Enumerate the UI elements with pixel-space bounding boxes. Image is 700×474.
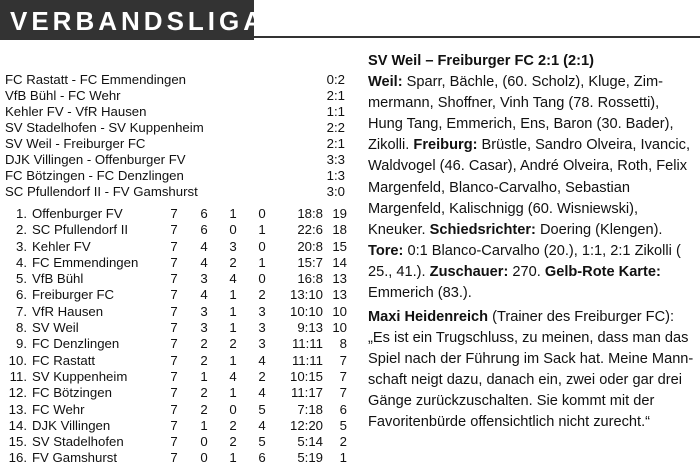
standing-won: 6 xyxy=(200,206,208,221)
standing-points: 19 xyxy=(332,206,347,221)
standing-won: 2 xyxy=(200,385,208,401)
standing-goals: 13:10 xyxy=(289,287,323,303)
standings-table xyxy=(5,206,347,467)
goals-text: 0:1 Blanco-Carvalho (20.), 1:1, 2:1 Zikolli ( 25., 41.). xyxy=(368,242,681,280)
standing-rank: 13. xyxy=(8,401,27,417)
quote-text: (Trainer des Freiburger FC): „Es ist ein Trugschluss, zu meinen, dass man das Spiel nach der Führung im Sack hat. Meine Mannschaft neigt dazu, danach ein, zwei oder gar drei Gänge zurückzuschalten. Sie kommt mit der Favoritenbürde offensichtlich nicht zurecht.“ xyxy=(368,309,694,431)
standing-lost: 3 xyxy=(258,320,266,336)
standing-rank: 9. xyxy=(16,336,27,352)
standing-points: 6 xyxy=(339,401,347,417)
standing-rank: 3. xyxy=(16,238,27,254)
result-match: SC Pfullendorf II - FV Gamshurst xyxy=(5,184,198,199)
table-row xyxy=(5,320,347,336)
standing-goals: 5:19 xyxy=(297,450,323,466)
standing-rank: 6. xyxy=(16,287,27,303)
standing-points: 13 xyxy=(332,271,347,287)
standing-drawn: 2 xyxy=(229,254,237,270)
table-row xyxy=(5,385,347,401)
standing-games: 7 xyxy=(170,417,178,433)
result-score: 2:1 xyxy=(326,136,345,151)
result-row xyxy=(5,88,347,104)
standing-rank: 14. xyxy=(8,417,27,433)
result-match: SV Stadelhofen - SV Kuppenheim xyxy=(5,120,204,135)
standing-goals: 10:10 xyxy=(289,303,323,319)
standing-games: 7 xyxy=(170,320,178,336)
standing-points: 14 xyxy=(332,254,347,270)
standing-lost: 5 xyxy=(258,401,266,417)
standing-drawn: 4 xyxy=(229,271,237,287)
standing-lost: 3 xyxy=(258,303,266,319)
standing-games: 7 xyxy=(170,352,178,368)
standing-rank: 12. xyxy=(8,385,27,401)
standing-goals: 20:8 xyxy=(297,238,323,254)
section-header xyxy=(0,0,267,40)
standing-drawn: 2 xyxy=(229,336,237,352)
standing-rank: 7. xyxy=(16,303,27,319)
standing-team: VfB Bühl xyxy=(32,271,84,287)
standing-goals: 9:13 xyxy=(297,320,323,336)
standing-games: 7 xyxy=(170,254,178,270)
standing-team: FC Bötzingen xyxy=(32,385,112,401)
standing-team: DJK Villingen xyxy=(32,417,111,433)
standing-team: Freiburger FC xyxy=(32,287,115,303)
coach-name: Maxi Heidenreich xyxy=(368,309,489,325)
report-body xyxy=(368,72,694,304)
standing-rank: 5. xyxy=(16,271,27,287)
result-row xyxy=(5,136,347,152)
standing-lost: 4 xyxy=(258,352,266,368)
standing-rank: 4. xyxy=(16,254,27,270)
standing-drawn: 2 xyxy=(229,434,237,450)
standing-points: 7 xyxy=(339,352,347,368)
standing-team: SV Weil xyxy=(32,320,79,336)
standing-rank: 2. xyxy=(16,222,27,238)
standing-goals: 5:14 xyxy=(297,434,323,450)
standing-drawn: 1 xyxy=(229,352,237,368)
result-score: 3:3 xyxy=(326,152,345,167)
standing-team: SC Pfullendorf II xyxy=(32,222,129,238)
standing-points: 10 xyxy=(332,303,347,319)
result-score: 3:0 xyxy=(326,184,345,199)
table-row xyxy=(5,402,347,418)
standing-lost: 1 xyxy=(258,222,266,238)
standing-won: 3 xyxy=(200,271,208,287)
standing-drawn: 0 xyxy=(229,222,237,238)
standing-team: Kehler FV xyxy=(32,238,91,254)
table-row xyxy=(5,206,347,222)
result-row xyxy=(5,72,347,88)
standing-points: 13 xyxy=(332,287,347,303)
standing-drawn: 1 xyxy=(229,303,237,319)
standing-goals: 22:6 xyxy=(297,222,323,238)
standing-goals: 18:8 xyxy=(297,206,323,221)
standing-lost: 4 xyxy=(258,417,266,433)
standing-rank: 1. xyxy=(16,206,27,221)
cards-label: Gelb-Rote Karte: xyxy=(544,263,661,280)
table-row xyxy=(5,353,347,369)
result-row xyxy=(5,120,347,136)
freiburg-label: Freiburg: xyxy=(413,137,478,154)
standing-team: FC Emmendingen xyxy=(32,254,139,270)
standing-points: 1 xyxy=(339,450,347,466)
standing-rank: 11. xyxy=(9,368,27,384)
standing-games: 7 xyxy=(170,385,178,401)
coach-quote xyxy=(368,307,694,434)
cards-text: Emmerich (83.). xyxy=(368,285,472,302)
result-match: FC Rastatt - FC Emmendingen xyxy=(5,72,187,87)
result-row xyxy=(5,152,347,168)
standing-won: 4 xyxy=(200,238,208,254)
standing-won: 2 xyxy=(200,401,208,417)
standing-points: 7 xyxy=(339,385,347,401)
result-row xyxy=(5,184,347,200)
standing-points: 5 xyxy=(339,417,347,433)
standing-rank: 16. xyxy=(8,450,27,466)
standing-goals: 11:11 xyxy=(291,336,323,352)
result-score: 2:2 xyxy=(326,120,345,135)
standing-games: 7 xyxy=(170,303,178,319)
standing-games: 7 xyxy=(170,238,178,254)
standing-drawn: 2 xyxy=(229,417,237,433)
standing-team: FV Gamshurst xyxy=(32,450,118,466)
table-row xyxy=(5,271,347,287)
standing-won: 4 xyxy=(200,287,208,303)
standing-points: 7 xyxy=(339,368,347,384)
result-score: 1:1 xyxy=(326,104,345,119)
standing-games: 7 xyxy=(170,271,178,287)
standing-games: 7 xyxy=(170,206,178,221)
section-title: VERBANDSLIGA xyxy=(10,6,267,36)
standing-won: 2 xyxy=(200,336,208,352)
standing-points: 10 xyxy=(332,320,347,336)
standing-drawn: 0 xyxy=(229,401,237,417)
result-row xyxy=(5,104,347,120)
standing-lost: 5 xyxy=(258,434,266,450)
standing-games: 7 xyxy=(170,222,178,238)
standing-team: SV Kuppenheim xyxy=(32,368,128,384)
standing-team: FC Denzlingen xyxy=(32,336,120,352)
standing-team: FC Wehr xyxy=(32,401,85,417)
standing-games: 7 xyxy=(170,287,178,303)
result-match: SV Weil - Freiburger FC xyxy=(5,136,146,151)
standing-points: 2 xyxy=(339,434,347,450)
match-report xyxy=(368,51,694,304)
table-row xyxy=(5,239,347,255)
standing-lost: 0 xyxy=(258,206,266,221)
standing-games: 7 xyxy=(170,434,178,450)
standing-lost: 2 xyxy=(258,368,266,384)
standing-lost: 0 xyxy=(258,271,266,287)
standing-won: 3 xyxy=(200,303,208,319)
standing-won: 1 xyxy=(200,368,208,384)
standing-won: 0 xyxy=(200,434,208,450)
standing-points: 15 xyxy=(332,238,347,254)
standing-drawn: 1 xyxy=(229,320,237,336)
standing-drawn: 1 xyxy=(229,206,237,221)
weil-label: Weil: xyxy=(368,74,403,91)
standing-team: FC Rastatt xyxy=(32,352,96,368)
result-row xyxy=(5,168,347,184)
standing-team: SV Stadelhofen xyxy=(32,434,124,450)
standing-lost: 6 xyxy=(258,450,266,466)
standing-won: 6 xyxy=(200,222,208,238)
standing-goals: 12:20 xyxy=(289,417,323,433)
table-row xyxy=(5,255,347,271)
standing-team: VfR Hausen xyxy=(32,303,104,319)
report-title: SV Weil – Freiburger FC 2:1 (2:1) xyxy=(368,53,594,69)
table-row xyxy=(5,336,347,352)
result-score: 2:1 xyxy=(326,88,345,103)
freiburg-lineup: Brüstle, Sandro Olveira, Ivancic, Waldvogel (46. Casar), André Olveira, Roth, Felix Margenfeld, Blanco-Carvalho, Sebastian Margenfeld, Kalischnigg (60. Wisniewski), Kneuker. xyxy=(368,137,690,238)
match-results xyxy=(5,72,347,200)
result-score: 1:3 xyxy=(326,168,345,183)
result-score: 0:2 xyxy=(326,72,345,87)
standing-drawn: 4 xyxy=(229,368,237,384)
standing-goals: 7:18 xyxy=(297,401,323,417)
standing-games: 7 xyxy=(170,401,178,417)
referee-label: Schiedsrichter: xyxy=(429,221,536,238)
table-row xyxy=(5,304,347,320)
standing-goals: 11:17 xyxy=(290,385,323,401)
standing-won: 3 xyxy=(200,320,208,336)
standing-won: 2 xyxy=(200,352,208,368)
standing-games: 7 xyxy=(170,368,178,384)
table-row xyxy=(5,418,347,434)
standing-won: 1 xyxy=(200,417,208,433)
result-match: VfB Bühl - FC Wehr xyxy=(5,88,121,103)
standing-won: 0 xyxy=(200,450,208,466)
standing-won: 4 xyxy=(200,254,208,270)
table-row xyxy=(5,450,347,466)
standing-games: 7 xyxy=(170,450,178,466)
table-row xyxy=(5,434,347,450)
standing-rank: 10. xyxy=(8,352,27,368)
standing-points: 18 xyxy=(332,222,347,238)
weil-lineup: Sparr, Bächle, (60. Scholz), Kluge, Zimmermann, Shoffner, Vinh Tang (78. Rossetti), Hung Tang, Emmerich, Ens, Baron (30. Bader), Zikolli. xyxy=(368,74,674,154)
standing-lost: 1 xyxy=(258,254,266,270)
standing-lost: 0 xyxy=(258,238,266,254)
result-match: DJK Villingen - Offenburger FV xyxy=(5,152,186,167)
standing-goals: 15:7 xyxy=(297,254,323,270)
standing-drawn: 1 xyxy=(229,385,237,401)
result-match: Kehler FV - VfR Hausen xyxy=(5,104,147,119)
standing-goals: 16:8 xyxy=(297,271,323,287)
standing-drawn: 3 xyxy=(229,238,237,254)
standing-rank: 15. xyxy=(8,434,27,450)
table-row xyxy=(5,287,347,303)
referee-text: Doering (Klengen). xyxy=(539,221,663,238)
spectators-text: 270. xyxy=(512,263,541,280)
standing-goals: 10:15 xyxy=(289,368,323,384)
spectators-label: Zuschauer: xyxy=(429,263,509,280)
result-match: FC Bötzingen - FC Denzlingen xyxy=(5,168,184,183)
standing-points: 8 xyxy=(339,336,347,352)
table-row xyxy=(5,222,347,238)
standing-team: Offenburger FV xyxy=(32,206,123,221)
standing-lost: 2 xyxy=(258,287,266,303)
standing-drawn: 1 xyxy=(229,287,237,303)
standing-goals: 11:11 xyxy=(291,352,323,368)
standing-lost: 3 xyxy=(258,336,266,352)
standing-drawn: 1 xyxy=(229,450,237,466)
goals-label: Tore: xyxy=(368,242,404,259)
standing-games: 7 xyxy=(170,336,178,352)
standing-lost: 4 xyxy=(258,385,266,401)
header-rule xyxy=(254,36,700,38)
standing-rank: 8. xyxy=(16,320,27,336)
table-row xyxy=(5,369,347,385)
